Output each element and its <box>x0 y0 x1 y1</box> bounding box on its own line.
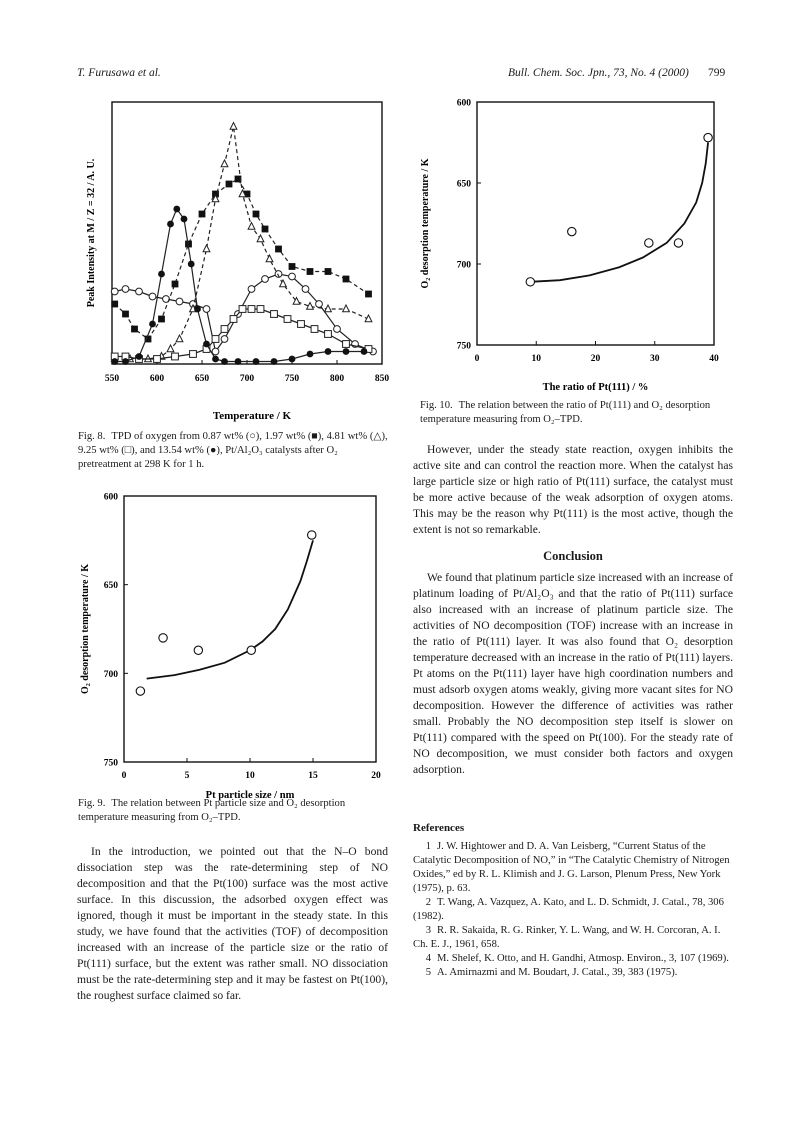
marker-filled-circle <box>167 221 174 228</box>
marker-open-square <box>154 356 161 363</box>
marker-filled-circle <box>203 341 210 348</box>
x-tick-label: 5 <box>184 771 190 781</box>
marker-open-square <box>172 353 179 360</box>
marker-filled-circle <box>158 271 165 278</box>
x-tick-label: 30 <box>650 354 660 364</box>
marker-open-triangle <box>257 235 264 242</box>
x-tick-label: 600 <box>149 374 165 384</box>
marker-filled-circle <box>122 358 129 365</box>
fig8-caption-text: TPD of oxygen from 0.87 wt% (○), 1.97 wt% (■), 4.81 wt% (△), 9.25 wt% (□), and 13.54 wt% (●), Pt/Al₂O₃ catalysts after O₂ pretreatment at 298 K for 1 h. <box>78 431 388 470</box>
y-axis-label: O₂ desorption temperature / K <box>420 158 431 289</box>
paragraph: In the introduction, we pointed out that the N–O bond dissociation step was the rate-determining step of NO decomposition and that the Pt(100) surface was the most active surface. In this discussion, the adsorbed oxygen effect was ignored, though it must be important in the steady state. In this study, we have found that the activities (TOF) of decomposition increased with an increase of the particle size or the ratio of Pt(111) surface, but the extent was rather small. NO dissociation must be the rate-determining step and it may be fastest on Pt(100), the roughest surface claimed so far. <box>77 845 388 1002</box>
conclusion-heading: Conclusion <box>543 549 603 563</box>
x-tick-label: 20 <box>590 354 601 364</box>
marker-open-square <box>284 316 291 323</box>
x-tick-label: 10 <box>531 354 541 364</box>
marker-filled-circle <box>149 321 156 328</box>
marker-open-triangle <box>343 305 350 312</box>
marker-filled-circle <box>235 358 242 365</box>
marker-open-circle <box>111 288 118 295</box>
marker-open-square <box>298 321 305 328</box>
marker-filled-square <box>111 301 118 308</box>
reference-item <box>413 966 733 980</box>
reference-item <box>413 952 733 966</box>
y-axis-label: O₂ desorption temperature / K <box>80 563 91 695</box>
x-tick-label: 700 <box>239 374 255 384</box>
reference-number: 5 <box>425 967 431 978</box>
x-tick-label: 750 <box>284 374 300 384</box>
y-tick-label: 600 <box>456 98 471 109</box>
reference-number: 3 <box>425 925 431 936</box>
plot-frame <box>477 102 714 345</box>
data-point <box>136 687 144 695</box>
marker-filled-circle <box>111 358 118 365</box>
marker-open-circle <box>262 276 269 283</box>
reference-text: R. R. Sakaida, R. G. Rinker, Y. L. Wang, and W. H. Corcoran, A. I. Ch. E. J., 1961, 658. <box>413 925 721 950</box>
y-tick-label: 700 <box>456 260 471 271</box>
marker-filled-circle <box>181 216 188 223</box>
y-tick-label: 700 <box>103 669 118 680</box>
fig9-caption <box>78 797 388 825</box>
reference-item <box>413 896 733 924</box>
fig10-caption-tag: Fig. 10. <box>420 400 453 411</box>
marker-filled-square <box>131 326 138 333</box>
marker-filled-circle <box>136 353 143 360</box>
body-left <box>77 844 388 1004</box>
marker-open-circle <box>289 273 296 280</box>
marker-filled-circle <box>343 348 350 355</box>
marker-open-circle <box>302 286 309 293</box>
x-tick-label: 0 <box>474 354 480 364</box>
marker-filled-square <box>307 268 314 275</box>
fig9-caption-tag: Fig. 9. <box>78 798 106 809</box>
series-filled-square <box>111 176 372 343</box>
references-heading: References <box>413 822 465 834</box>
fig10-chart <box>412 92 732 397</box>
y-tick-label: 650 <box>103 581 118 592</box>
data-point <box>704 133 712 141</box>
marker-filled-square <box>122 311 129 318</box>
marker-open-square <box>325 331 332 338</box>
references <box>413 822 733 980</box>
reference-text: T. Wang, A. Vazquez, A. Kato, and L. D. Schmidt, J. Catal., 78, 306 (1982). <box>413 897 724 922</box>
y-tick-label: 650 <box>456 179 471 190</box>
marker-open-square <box>271 311 278 318</box>
y-tick-label: 600 <box>103 492 118 503</box>
data-point <box>194 646 202 654</box>
x-tick-label: 40 <box>709 354 719 364</box>
marker-filled-square <box>325 268 332 275</box>
marker-filled-circle <box>221 358 228 365</box>
fig8-chart <box>72 92 392 422</box>
fig8-caption-tag: Fig. 8. <box>78 431 106 442</box>
x-tick-label: 0 <box>121 771 127 781</box>
x-tick-label: 20 <box>371 771 381 781</box>
x-tick-label: 550 <box>104 374 120 384</box>
marker-filled-circle <box>307 351 314 358</box>
reference-number: 4 <box>425 953 431 964</box>
marker-filled-square <box>172 281 179 288</box>
fit-curve <box>147 540 313 678</box>
x-axis-label: Temperature / K <box>212 410 292 422</box>
data-point <box>308 531 316 539</box>
plot-frame <box>124 496 376 762</box>
marker-open-triangle <box>176 335 183 342</box>
marker-filled-circle <box>361 348 368 355</box>
marker-open-circle <box>136 288 143 295</box>
paragraph: However, under the steady state reaction, oxygen inhibits the active site and can control the reaction more. When the catalyst has large particle size or high ratio of Pt(111) surface, the catalyst must be more active because of the weak adsorption of oxygen atoms. This may be the reason why Pt(111) is the most active, though the extent is not so remarkable. <box>413 443 733 536</box>
marker-open-circle <box>221 336 228 343</box>
reference-text: A. Amirnazmi and M. Boudart, J. Catal., 39, 383 (1975). <box>437 967 678 978</box>
x-tick-label: 10 <box>245 771 255 781</box>
marker-open-triangle <box>167 345 174 352</box>
x-axis-label: The ratio of Pt(111) / % <box>542 382 649 393</box>
data-point <box>568 227 576 235</box>
marker-filled-circle <box>325 348 332 355</box>
marker-filled-square <box>343 276 350 283</box>
marker-open-square <box>230 316 237 323</box>
fig9-caption-text: The relation between Pt particle size and O₂ desorption temperature measuring from O₂–TPD. <box>78 798 346 823</box>
running-header-journal: Bull. Chem. Soc. Jpn., 73, No. 4 (2000) <box>508 67 689 79</box>
fig10-caption-text: The relation between the ratio of Pt(111) and O₂ desorption temperature measuring from O₂–TPD. <box>420 400 711 425</box>
series-line <box>115 209 364 362</box>
marker-filled-circle <box>271 358 278 365</box>
reference-text: M. Shelef, K. Otto, and H. Gandhi, Atmosp. Environ., 3, 107 (1969). <box>437 953 729 964</box>
running-header-authors: T. Furusawa et al. <box>77 67 161 79</box>
fig8-caption <box>78 430 388 472</box>
marker-open-square <box>190 351 197 358</box>
marker-open-square <box>343 341 350 348</box>
x-tick-label: 850 <box>374 374 390 384</box>
marker-filled-circle <box>212 356 219 363</box>
reference-item <box>413 924 733 952</box>
marker-open-circle <box>334 326 341 333</box>
marker-open-triangle <box>221 160 228 167</box>
marker-filled-circle <box>194 306 201 313</box>
marker-filled-square <box>199 211 206 218</box>
marker-open-square <box>248 306 255 313</box>
x-tick-label: 650 <box>194 374 210 384</box>
x-axis-label: Pt particle size / nm <box>205 790 295 801</box>
reference-item <box>413 840 733 896</box>
page-number: 799 <box>708 67 726 79</box>
x-tick-label: 800 <box>329 374 345 384</box>
marker-open-triangle <box>266 255 273 262</box>
marker-filled-square <box>262 226 269 233</box>
marker-filled-circle <box>188 261 195 268</box>
marker-open-circle <box>316 301 323 308</box>
marker-open-square <box>311 326 318 333</box>
marker-open-circle <box>122 286 129 293</box>
marker-open-triangle <box>203 245 210 252</box>
marker-filled-square <box>365 291 372 298</box>
marker-open-square <box>212 336 219 343</box>
marker-open-square <box>239 306 246 313</box>
marker-open-triangle <box>230 123 237 130</box>
marker-filled-square <box>158 316 165 323</box>
marker-filled-square <box>289 263 296 270</box>
y-axis-label: Peak Intensity at M / Z = 32 / A. U. <box>86 158 97 308</box>
marker-open-circle <box>176 298 183 305</box>
marker-filled-square <box>253 211 260 218</box>
reference-number: 2 <box>425 897 431 908</box>
y-tick-label: 750 <box>103 758 118 769</box>
fig10-caption <box>420 399 732 427</box>
marker-filled-circle <box>253 358 260 365</box>
data-point <box>645 239 653 247</box>
marker-open-circle <box>248 286 255 293</box>
marker-open-triangle <box>248 223 255 230</box>
reference-number: 1 <box>425 841 431 852</box>
data-point <box>247 646 255 654</box>
marker-open-square <box>221 326 228 333</box>
data-point <box>159 634 167 642</box>
marker-filled-circle <box>173 206 180 213</box>
body-right <box>413 442 733 778</box>
fig9-chart <box>72 486 392 806</box>
x-tick-label: 15 <box>308 771 318 781</box>
paragraph: We found that platinum particle size increased with an increase of platinum loading of Pt/Al₂O₃ and that the ratio of Pt(111) surface also increased with an increase of platinum particle size. The activities of NO decomposition (TOF) increase with an increase in the ratio of Pt(111) layer. It was also found that O₂ desorption temperature decreased with an increase in the ratio of Pt(111) layers. Pt atoms on the Pt(111) layer have high coordination numbers and must adsorb oxygen atoms weakly, giving more vacant sites for NO decomposition. However the difference of activities was rather small. Probably the NO decomposition step itself is slower on Pt(111) compared with the speed on Pt(100). For the steady rate of NO decomposition, we must consider both factors and oxygen adsorption. <box>413 571 733 776</box>
fit-curve <box>530 143 708 282</box>
data-point <box>526 278 534 286</box>
marker-filled-circle <box>289 356 296 363</box>
marker-open-circle <box>203 306 210 313</box>
marker-filled-square <box>226 181 233 188</box>
marker-open-circle <box>149 293 156 300</box>
marker-open-square <box>257 306 264 313</box>
data-point <box>674 239 682 247</box>
marker-open-triangle <box>280 280 287 287</box>
marker-filled-square <box>275 246 282 253</box>
y-tick-label: 750 <box>456 341 471 352</box>
reference-text: J. W. Hightower and D. A. Van Leisberg, “Current Status of the Catalytic Decomposition of NO,” in “The Catalytic Chemistry of Nitrogen Oxides,” ed by R. L. Klimish and J. G. Larson, Plenum Press, New York (1975), p. 63. <box>413 841 730 894</box>
